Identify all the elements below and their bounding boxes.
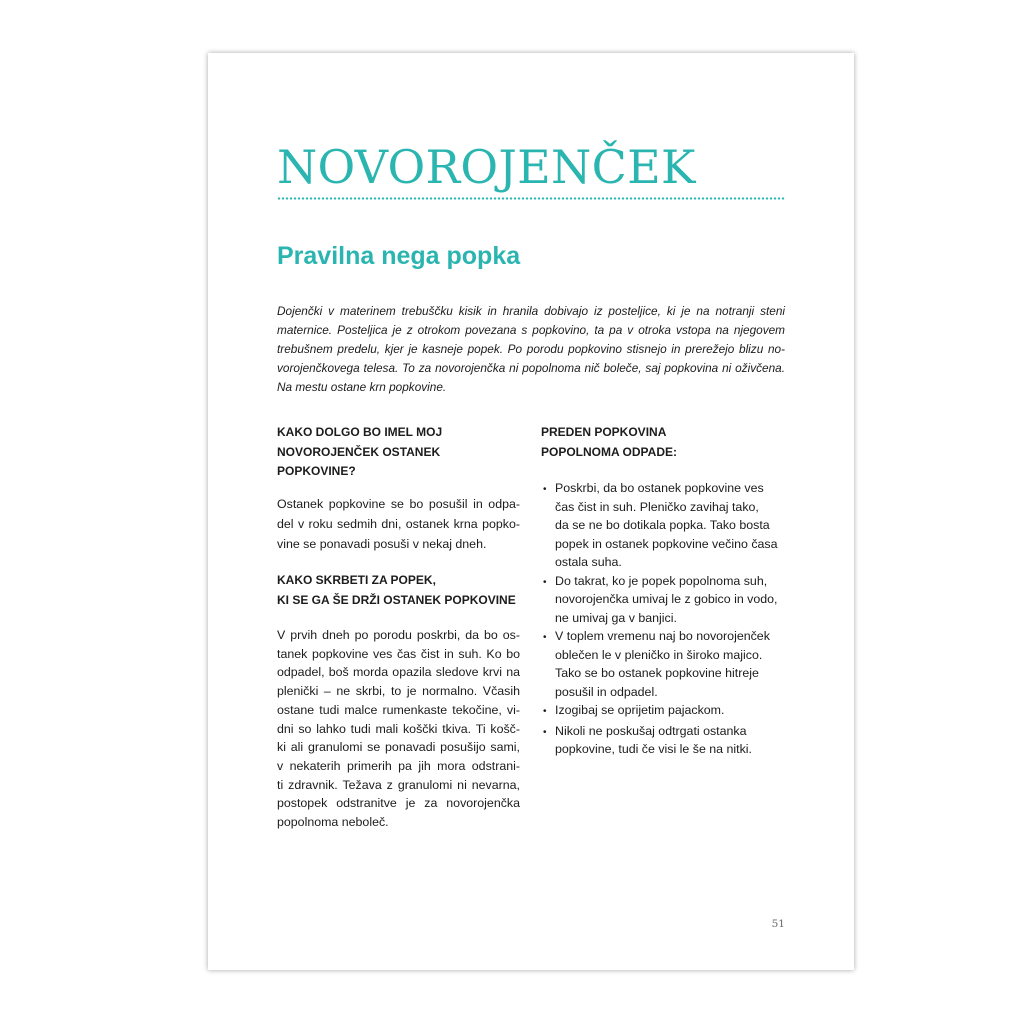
body-line: V prvih dneh po porodu poskrbi, da bo os- [277, 628, 520, 642]
body-line: odpadel, boš morda opazila sledove krvi na [277, 665, 520, 680]
bullet-icon: • [543, 632, 547, 643]
heading-line: PREDEN POPKOVINA [541, 425, 667, 439]
bullet-icon: • [543, 484, 547, 495]
body-line: popolnoma neboleč. [277, 815, 389, 830]
body-paragraph-duration [277, 494, 520, 554]
bullet-line: Poskrbi, da bo ostanek popkovine ves [555, 481, 764, 495]
section-heading-before-detach [541, 423, 787, 462]
bullet-list [541, 479, 787, 759]
bullet-line: da se ne bo dotikala popka. Tako bosta [555, 518, 770, 532]
body-line: tanek popkovine ves čas čist in suh. Ko bo [277, 646, 520, 661]
body-line: v nekaterih primerih pa jih mora odstrani- [277, 758, 520, 773]
bullet-line: ostala suha. [555, 555, 622, 569]
bullet-line: oblečen le v pleničko in široko majico. [555, 647, 763, 662]
heading-line: POPOLNOMA ODPADE: [541, 444, 678, 459]
bullet-line: Izogibaj se oprijetim pajackom. [555, 703, 725, 717]
bullet-item [541, 479, 787, 572]
bullet-item [541, 627, 787, 701]
bullet-line: V toplem vremenu naj bo novorojenček [555, 629, 770, 643]
body-line: ti zdravnik. Težava z granulomi ni nevarna, [277, 777, 520, 792]
bullet-line: novorojenčka umivaj le z gobico in vodo, [555, 592, 778, 606]
section-heading-navel-care [277, 570, 520, 610]
intro-line: Dojenčki v materinem trebuščku kisik in hranila dobivajo iz posteljice, ki je na notranji steni [277, 304, 785, 318]
body-line: dni so lahko tudi mali koščki tkiva. Ti košč- [277, 721, 520, 736]
book-page [208, 53, 854, 970]
body-line: ki ali granulomi se ponavadi posušijo sami, [277, 740, 520, 755]
body-line: Ostanek popkovine se bo posušil in odpa- [277, 497, 520, 511]
bullet-text [555, 627, 787, 701]
bullet-line: Nikoli ne poskušaj odtrgati ostanka [555, 723, 747, 738]
heading-line: KI SE GA ŠE DRŽI OSTANEK POPKOVINE [277, 593, 516, 607]
heading-line: KAKO SKRBETI ZA POPEK, [277, 573, 436, 587]
bullet-text [555, 572, 787, 628]
intro-line: Na mestu ostane krn popkovine. [277, 380, 447, 394]
section-subtitle: Pravilna nega popka [277, 242, 521, 270]
bullet-line: čas čist in suh. Pleničko zavihaj tako, [555, 499, 759, 514]
intro-line: vorojenčkovega telesa. To za novorojenčka ni popolnoma nič boleče, saj popkovina ni oživčena. [277, 361, 785, 375]
chapter-title: NOVOROJENČEK [277, 140, 696, 194]
bullet-icon: • [543, 706, 547, 717]
body-line: vine se ponavadi posuši v nekaj dneh. [277, 537, 487, 551]
bullet-icon: • [543, 726, 547, 738]
bullet-line: ne umivaj ga v banjici. [555, 610, 677, 625]
bullet-item [541, 572, 787, 628]
bullet-text [555, 701, 787, 720]
bullet-line: posušil in odpadel. [555, 684, 658, 699]
bullet-line: popek in ostanek popkovine večino časa [555, 536, 778, 551]
bullet-text [555, 479, 787, 572]
bullet-line: Tako se bo ostanek popkovine hitreje [555, 666, 759, 680]
bullet-text [555, 722, 787, 759]
body-line: plenički – ne skrbi, to je normalno. Včasih [277, 684, 520, 699]
heading-line: NOVOROJENČEK OSTANEK [277, 444, 441, 459]
body-line: del v roku sedmih dni, ostanek krna popko- [277, 517, 520, 531]
intro-paragraph [277, 302, 785, 397]
body-line: postopek odstranitve je za novorojenčka [277, 796, 520, 811]
bullet-icon: • [543, 576, 547, 588]
heading-line: KAKO DOLGO BO IMEL MOJ [277, 425, 443, 439]
dotted-divider [277, 197, 785, 200]
bullet-item [541, 722, 787, 759]
bullet-line: popkovine, tudi če visi le še na nitki. [555, 742, 752, 756]
bullet-item [541, 701, 787, 722]
intro-line: maternice. Posteljica je z otrokom povezana s popkovino, ta pa v otroka vstopa na njegovem [277, 323, 785, 337]
bullet-line: Do takrat, ko je popek popolnoma suh, [555, 573, 768, 588]
section-heading-umbilical-duration [277, 423, 520, 482]
intro-line: trebušnem predelu, kjer je kasneje popek. Po porodu popkovino stisnejo in prerežejo blizu no- [277, 342, 785, 356]
page-number: 51 [771, 918, 785, 930]
heading-line: POPKOVINE? [277, 464, 356, 478]
body-line: ostane tudi malce rumenkaste tekočine, vi- [277, 702, 520, 717]
body-paragraph-navel-care [277, 626, 520, 832]
